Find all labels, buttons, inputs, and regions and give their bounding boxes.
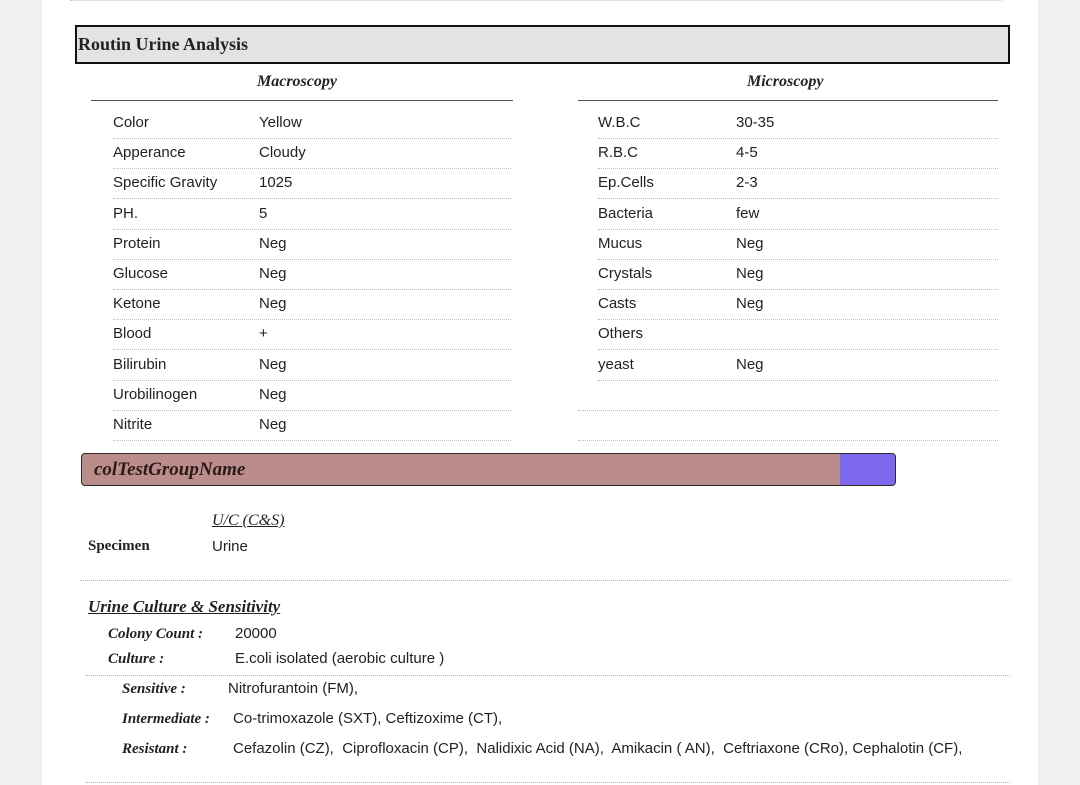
microscopy-row [598, 289, 998, 320]
macroscopy-row [113, 319, 511, 350]
microscopy-row [598, 259, 998, 290]
macroscopy-label: Blood [113, 325, 152, 343]
microscopy-value: few [736, 204, 760, 222]
microscopy-title: Microscopy [747, 73, 824, 90]
macroscopy-value: + [259, 325, 268, 343]
microscopy-label: Ep.Cells [598, 174, 654, 192]
macroscopy-value: Neg [259, 265, 287, 282]
microscopy-rule [578, 100, 998, 101]
macroscopy-row [113, 350, 511, 381]
microscopy-label: Others [598, 325, 644, 343]
sensitive-value: Nitrofurantoin (FM), [228, 680, 359, 697]
microscopy-value: Neg [736, 295, 764, 313]
microscopy-value: 4-5 [736, 144, 758, 162]
microscopy-empty-row [578, 380, 998, 411]
macroscopy-row [113, 410, 511, 441]
macroscopy-value: Neg [259, 416, 287, 433]
macroscopy-row [113, 380, 511, 411]
microscopy-row [598, 138, 998, 169]
macroscopy-value: Yellow [259, 114, 302, 131]
microscopy-label: yeast [598, 355, 634, 373]
macroscopy-value: 1025 [259, 174, 293, 192]
macroscopy-label: Bilirubin [113, 355, 167, 373]
microscopy-label: Mucus [598, 234, 643, 252]
microscopy-label: Bacteria [598, 204, 654, 222]
macroscopy-label: Ketone [113, 295, 161, 313]
macroscopy-label: Nitrite [113, 416, 153, 433]
macroscopy-row [113, 199, 511, 230]
macroscopy-value: 5 [259, 204, 268, 222]
macroscopy-title: Macroscopy [257, 73, 337, 90]
test-group-bar [81, 453, 896, 486]
macroscopy-value: Neg [259, 234, 287, 252]
macroscopy-row [113, 168, 511, 199]
culture-divider [86, 675, 1010, 676]
specimen-label: Specimen [88, 538, 150, 554]
microscopy-row [598, 168, 998, 199]
macroscopy-label: Glucose [113, 265, 169, 282]
report-page [42, 0, 1038, 785]
bottom-divider [86, 782, 1010, 783]
macroscopy-row [113, 229, 511, 260]
macroscopy-label: Color [113, 114, 149, 131]
top-divider [70, 0, 1002, 1]
resistant-value: Cefazolin (CZ), Ciprofloxacin (CP), Nalidixic Acid (NA), Amikacin ( AN), Ceftriaxone (CRo), Cephalotin (CF), [233, 740, 963, 757]
macroscopy-row [113, 108, 511, 139]
macroscopy-rule [91, 100, 513, 101]
colony-count-value: 20000 [235, 625, 277, 642]
microscopy-row [598, 319, 998, 350]
macroscopy-row [113, 289, 511, 320]
resistant-label: Resistant : [122, 741, 188, 757]
microscopy-value: Neg [736, 234, 764, 252]
macroscopy-label: Apperance [113, 144, 186, 162]
microscopy-row [598, 350, 998, 381]
microscopy-row [598, 199, 998, 230]
macroscopy-value: Neg [259, 355, 287, 373]
culture-value: E.coli isolated (aerobic culture ) [235, 650, 445, 667]
macroscopy-label: Specific Gravity [113, 174, 218, 192]
section-title: Routin Urine Analysis [75, 25, 1010, 64]
microscopy-empty-row [578, 410, 998, 441]
microscopy-row [598, 108, 998, 139]
test-group-accent [840, 454, 895, 485]
microscopy-value: Neg [736, 355, 764, 373]
macroscopy-row [113, 138, 511, 169]
macroscopy-label: Protein [113, 234, 161, 252]
test-group-name: colTestGroupName [94, 459, 246, 480]
specimen-value: Urine [212, 538, 248, 555]
macroscopy-value: Cloudy [259, 144, 306, 162]
culture-label: Culture : [108, 651, 165, 667]
test-name: U/C (C&S) [212, 512, 285, 529]
macroscopy-row [113, 259, 511, 290]
microscopy-value: 2-3 [736, 174, 758, 192]
colony-count-label: Colony Count : [108, 626, 204, 642]
microscopy-label: Casts [598, 295, 637, 313]
microscopy-value: 30-35 [736, 114, 775, 131]
macroscopy-label: PH. [113, 204, 139, 222]
specimen-divider [80, 580, 1010, 581]
microscopy-label: R.B.C [598, 144, 639, 162]
intermediate-label: Intermediate : [122, 711, 210, 727]
macroscopy-value: Neg [259, 385, 287, 403]
intermediate-value: Co-trimoxazole (SXT), Ceftizoxime (CT), [233, 710, 503, 727]
microscopy-row [598, 229, 998, 260]
microscopy-label: Crystals [598, 265, 653, 282]
macroscopy-label: Urobilinogen [113, 385, 198, 403]
microscopy-value: Neg [736, 265, 764, 282]
culture-heading: Urine Culture & Sensitivity [88, 597, 281, 616]
sensitive-label: Sensitive : [122, 681, 186, 697]
microscopy-label: W.B.C [598, 114, 641, 131]
macroscopy-value: Neg [259, 295, 287, 313]
